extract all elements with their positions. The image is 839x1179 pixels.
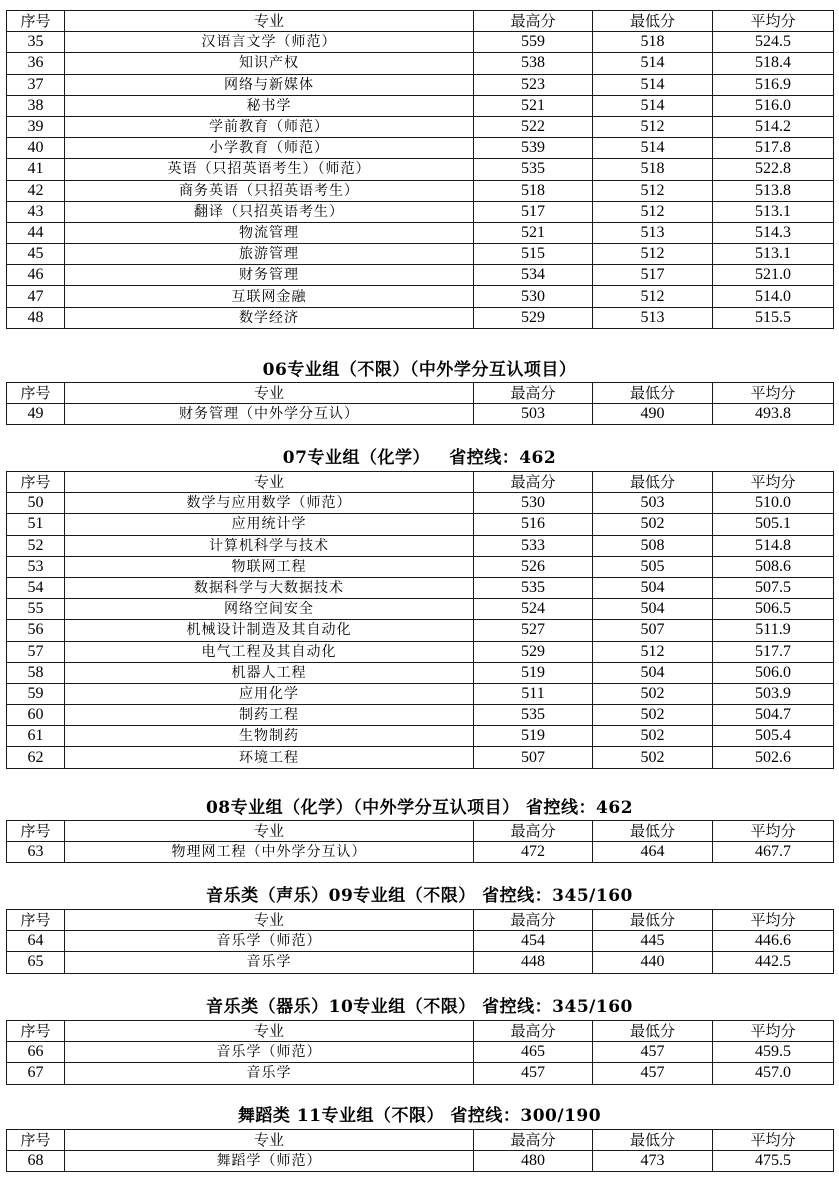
- cell-max-score: 521: [474, 95, 593, 116]
- group-title: 音乐类（器乐）10专业组（不限） 省控线：345/160: [206, 997, 633, 1017]
- cell-major: 财务管理: [65, 265, 474, 286]
- cell-avg-score: 511.9: [713, 620, 834, 641]
- header-major: 专业: [65, 1130, 474, 1151]
- cell-max-score: 457: [474, 1063, 593, 1084]
- header-index: 序号: [7, 910, 65, 931]
- cell-min-score: 517: [593, 265, 713, 286]
- table-row: [7, 1063, 834, 1084]
- group-title: 音乐类（声乐）09专业组（不限） 省控线：345/160: [206, 886, 633, 906]
- score-table: [6, 471, 834, 769]
- table-row: [7, 931, 834, 952]
- cell-avg-score: 507.5: [713, 577, 834, 598]
- cell-min-score: 457: [593, 1042, 713, 1063]
- cell-index: 56: [7, 620, 65, 641]
- table-row: [7, 577, 834, 598]
- cell-index: 59: [7, 683, 65, 704]
- score-table: [6, 382, 834, 425]
- cell-min-score: 512: [593, 641, 713, 662]
- header-index: 序号: [7, 1021, 65, 1042]
- cell-max-score: 519: [474, 662, 593, 683]
- cell-max-score: 519: [474, 726, 593, 747]
- table-row: [7, 620, 834, 641]
- cell-max-score: 524: [474, 599, 593, 620]
- cell-major: 网络空间安全: [65, 599, 474, 620]
- cell-avg-score: 502.6: [713, 747, 834, 768]
- table-header-row: [7, 11, 834, 32]
- header-avg-score: 平均分: [713, 821, 834, 842]
- cell-avg-score: 508.6: [713, 556, 834, 577]
- cell-avg-score: 513.8: [713, 180, 834, 201]
- cell-avg-score: 514.0: [713, 286, 834, 307]
- cell-avg-score: 521.0: [713, 265, 834, 286]
- score-table: [6, 909, 834, 974]
- cell-index: 68: [7, 1151, 65, 1172]
- table-header-row: [7, 1130, 834, 1151]
- cell-min-score: 512: [593, 201, 713, 222]
- cell-min-score: 513: [593, 222, 713, 243]
- cell-min-score: 505: [593, 556, 713, 577]
- score-table: [6, 10, 834, 329]
- cell-avg-score: 517.8: [713, 138, 834, 159]
- cell-max-score: 526: [474, 556, 593, 577]
- table-row: [7, 1042, 834, 1063]
- cell-index: 53: [7, 556, 65, 577]
- cell-index: 55: [7, 599, 65, 620]
- table-row: [7, 95, 834, 116]
- cell-min-score: 508: [593, 535, 713, 556]
- cell-major: 旅游管理: [65, 244, 474, 265]
- header-major: 专业: [65, 11, 474, 32]
- table-row: [7, 726, 834, 747]
- table-row: [7, 705, 834, 726]
- table-row: [7, 952, 834, 973]
- cell-avg-score: 522.8: [713, 159, 834, 180]
- cell-min-score: 512: [593, 116, 713, 137]
- score-table: [6, 1020, 834, 1085]
- cell-major: 知识产权: [65, 53, 474, 74]
- cell-avg-score: 513.1: [713, 201, 834, 222]
- header-avg-score: 平均分: [713, 383, 834, 404]
- cell-major: 应用化学: [65, 683, 474, 704]
- cell-min-score: 445: [593, 931, 713, 952]
- cell-min-score: 514: [593, 53, 713, 74]
- cell-max-score: 527: [474, 620, 593, 641]
- cell-index: 38: [7, 95, 65, 116]
- cell-index: 44: [7, 222, 65, 243]
- cell-major: 汉语言文学（师范）: [65, 32, 474, 53]
- header-avg-score: 平均分: [713, 1130, 834, 1151]
- cell-avg-score: 504.7: [713, 705, 834, 726]
- cell-major: 机器人工程: [65, 662, 474, 683]
- cell-index: 54: [7, 577, 65, 598]
- cell-avg-score: 514.3: [713, 222, 834, 243]
- cell-max-score: 448: [474, 952, 593, 973]
- table-row: [7, 683, 834, 704]
- cell-min-score: 512: [593, 286, 713, 307]
- cell-max-score: 454: [474, 931, 593, 952]
- cell-index: 49: [7, 404, 65, 425]
- cell-major: 数学经济: [65, 307, 474, 328]
- cell-max-score: 530: [474, 286, 593, 307]
- cell-min-score: 514: [593, 95, 713, 116]
- cell-max-score: 559: [474, 32, 593, 53]
- table-row: [7, 404, 834, 425]
- header-min-score: 最低分: [593, 1021, 713, 1042]
- cell-max-score: 472: [474, 842, 593, 863]
- cell-index: 40: [7, 138, 65, 159]
- header-max-score: 最高分: [474, 821, 593, 842]
- cell-major: 计算机科学与技术: [65, 535, 474, 556]
- table-header-row: [7, 910, 834, 931]
- cell-index: 62: [7, 747, 65, 768]
- cell-major: 秘书学: [65, 95, 474, 116]
- cell-max-score: 521: [474, 222, 593, 243]
- cell-index: 37: [7, 74, 65, 95]
- cell-index: 48: [7, 307, 65, 328]
- cell-min-score: 518: [593, 159, 713, 180]
- cell-max-score: 516: [474, 514, 593, 535]
- cell-min-score: 440: [593, 952, 713, 973]
- cell-index: 65: [7, 952, 65, 973]
- cell-max-score: 507: [474, 747, 593, 768]
- cell-avg-score: 514.2: [713, 116, 834, 137]
- header-max-score: 最高分: [474, 11, 593, 32]
- cell-min-score: 502: [593, 683, 713, 704]
- header-avg-score: 平均分: [713, 910, 834, 931]
- group-title: 08专业组（化学）（中外学分互认项目） 省控线：462: [205, 798, 634, 818]
- cell-index: 67: [7, 1063, 65, 1084]
- header-major: 专业: [65, 472, 474, 493]
- cell-major: 物联网工程: [65, 556, 474, 577]
- cell-max-score: 530: [474, 493, 593, 514]
- cell-index: 47: [7, 286, 65, 307]
- cell-major: 环境工程: [65, 747, 474, 768]
- table-header-row: [7, 383, 834, 404]
- cell-max-score: 535: [474, 577, 593, 598]
- cell-avg-score: 524.5: [713, 32, 834, 53]
- cell-index: 64: [7, 931, 65, 952]
- header-avg-score: 平均分: [713, 1021, 834, 1042]
- cell-min-score: 507: [593, 620, 713, 641]
- header-index: 序号: [7, 821, 65, 842]
- table-row: [7, 535, 834, 556]
- table-row: [7, 662, 834, 683]
- cell-major: 翻译（只招英语考生）: [65, 201, 474, 222]
- header-max-score: 最高分: [474, 1130, 593, 1151]
- cell-avg-score: 457.0: [713, 1063, 834, 1084]
- cell-major: 网络与新媒体: [65, 74, 474, 95]
- cell-avg-score: 493.8: [713, 404, 834, 425]
- cell-min-score: 502: [593, 514, 713, 535]
- cell-major: 财务管理（中外学分互认）: [65, 404, 474, 425]
- cell-avg-score: 442.5: [713, 952, 834, 973]
- cell-avg-score: 446.6: [713, 931, 834, 952]
- cell-major: 音乐学（师范）: [65, 931, 474, 952]
- cell-min-score: 473: [593, 1151, 713, 1172]
- cell-major: 英语（只招英语考生）（师范）: [65, 159, 474, 180]
- cell-avg-score: 510.0: [713, 493, 834, 514]
- table-row: [7, 599, 834, 620]
- cell-major: 物流管理: [65, 222, 474, 243]
- table-row: [7, 286, 834, 307]
- table-row: [7, 74, 834, 95]
- cell-avg-score: 516.9: [713, 74, 834, 95]
- cell-major: 生物制药: [65, 726, 474, 747]
- cell-major: 物理网工程（中外学分互认）: [65, 842, 474, 863]
- table-row: [7, 842, 834, 863]
- group-title: 舞蹈类 11专业组（不限） 省控线：300/190: [237, 1106, 602, 1126]
- cell-major: 机械设计制造及其自动化: [65, 620, 474, 641]
- header-max-score: 最高分: [474, 383, 593, 404]
- header-max-score: 最高分: [474, 1021, 593, 1042]
- header-index: 序号: [7, 472, 65, 493]
- cell-max-score: 465: [474, 1042, 593, 1063]
- header-major: 专业: [65, 821, 474, 842]
- cell-avg-score: 459.5: [713, 1042, 834, 1063]
- cell-max-score: 538: [474, 53, 593, 74]
- cell-major: 小学教育（师范）: [65, 138, 474, 159]
- header-max-score: 最高分: [474, 472, 593, 493]
- header-max-score: 最高分: [474, 910, 593, 931]
- table-row: [7, 244, 834, 265]
- cell-index: 52: [7, 535, 65, 556]
- header-min-score: 最低分: [593, 1130, 713, 1151]
- cell-major: 商务英语（只招英语考生）: [65, 180, 474, 201]
- cell-avg-score: 475.5: [713, 1151, 834, 1172]
- table-row: [7, 1151, 834, 1172]
- header-index: 序号: [7, 383, 65, 404]
- header-min-score: 最低分: [593, 821, 713, 842]
- cell-min-score: 514: [593, 74, 713, 95]
- cell-major: 学前教育（师范）: [65, 116, 474, 137]
- header-index: 序号: [7, 11, 65, 32]
- cell-min-score: 504: [593, 577, 713, 598]
- table-header-row: [7, 1021, 834, 1042]
- cell-avg-score: 513.1: [713, 244, 834, 265]
- cell-major: 制药工程: [65, 705, 474, 726]
- cell-min-score: 514: [593, 138, 713, 159]
- cell-max-score: 517: [474, 201, 593, 222]
- cell-max-score: 529: [474, 641, 593, 662]
- cell-min-score: 518: [593, 32, 713, 53]
- table-row: [7, 641, 834, 662]
- cell-major: 音乐学（师范）: [65, 1042, 474, 1063]
- cell-avg-score: 515.5: [713, 307, 834, 328]
- header-min-score: 最低分: [593, 910, 713, 931]
- table-row: [7, 307, 834, 328]
- cell-avg-score: 505.1: [713, 514, 834, 535]
- score-table: [6, 820, 834, 863]
- cell-major: 数据科学与大数据技术: [65, 577, 474, 598]
- cell-index: 42: [7, 180, 65, 201]
- header-min-score: 最低分: [593, 383, 713, 404]
- cell-avg-score: 467.7: [713, 842, 834, 863]
- header-min-score: 最低分: [593, 472, 713, 493]
- table-row: [7, 265, 834, 286]
- table-row: [7, 493, 834, 514]
- cell-max-score: 522: [474, 116, 593, 137]
- cell-min-score: 457: [593, 1063, 713, 1084]
- cell-min-score: 504: [593, 662, 713, 683]
- cell-max-score: 518: [474, 180, 593, 201]
- cell-avg-score: 506.0: [713, 662, 834, 683]
- cell-index: 57: [7, 641, 65, 662]
- cell-index: 39: [7, 116, 65, 137]
- score-table: [6, 1129, 834, 1172]
- cell-avg-score: 505.4: [713, 726, 834, 747]
- cell-index: 43: [7, 201, 65, 222]
- group-title: 07专业组（化学） 省控线：462: [282, 448, 557, 468]
- cell-index: 51: [7, 514, 65, 535]
- cell-max-score: 529: [474, 307, 593, 328]
- cell-max-score: 480: [474, 1151, 593, 1172]
- table-row: [7, 138, 834, 159]
- cell-max-score: 533: [474, 535, 593, 556]
- table-row: [7, 747, 834, 768]
- table-header-row: [7, 472, 834, 493]
- cell-avg-score: 517.7: [713, 641, 834, 662]
- cell-major: 数学与应用数学（师范）: [65, 493, 474, 514]
- group-title: 06专业组（不限）（中外学分互认项目）: [262, 360, 577, 380]
- cell-index: 66: [7, 1042, 65, 1063]
- cell-avg-score: 514.8: [713, 535, 834, 556]
- cell-min-score: 490: [593, 404, 713, 425]
- cell-index: 45: [7, 244, 65, 265]
- table-row: [7, 180, 834, 201]
- cell-major: 电气工程及其自动化: [65, 641, 474, 662]
- cell-max-score: 503: [474, 404, 593, 425]
- cell-max-score: 534: [474, 265, 593, 286]
- cell-avg-score: 516.0: [713, 95, 834, 116]
- cell-index: 60: [7, 705, 65, 726]
- cell-min-score: 502: [593, 747, 713, 768]
- cell-min-score: 512: [593, 244, 713, 265]
- cell-major: 应用统计学: [65, 514, 474, 535]
- cell-min-score: 512: [593, 180, 713, 201]
- cell-avg-score: 506.5: [713, 599, 834, 620]
- table-row: [7, 514, 834, 535]
- cell-max-score: 515: [474, 244, 593, 265]
- cell-index: 35: [7, 32, 65, 53]
- header-major: 专业: [65, 1021, 474, 1042]
- cell-major: 音乐学: [65, 1063, 474, 1084]
- table-row: [7, 222, 834, 243]
- cell-min-score: 464: [593, 842, 713, 863]
- cell-index: 61: [7, 726, 65, 747]
- cell-avg-score: 503.9: [713, 683, 834, 704]
- header-min-score: 最低分: [593, 11, 713, 32]
- cell-max-score: 535: [474, 705, 593, 726]
- cell-index: 46: [7, 265, 65, 286]
- cell-index: 58: [7, 662, 65, 683]
- cell-max-score: 511: [474, 683, 593, 704]
- table-row: [7, 159, 834, 180]
- table-row: [7, 201, 834, 222]
- header-avg-score: 平均分: [713, 11, 834, 32]
- cell-max-score: 535: [474, 159, 593, 180]
- cell-index: 41: [7, 159, 65, 180]
- cell-index: 63: [7, 842, 65, 863]
- table-header-row: [7, 821, 834, 842]
- cell-min-score: 502: [593, 726, 713, 747]
- table-row: [7, 32, 834, 53]
- table-row: [7, 116, 834, 137]
- cell-min-score: 513: [593, 307, 713, 328]
- header-index: 序号: [7, 1130, 65, 1151]
- header-major: 专业: [65, 383, 474, 404]
- cell-major: 互联网金融: [65, 286, 474, 307]
- cell-index: 50: [7, 493, 65, 514]
- cell-min-score: 503: [593, 493, 713, 514]
- header-avg-score: 平均分: [713, 472, 834, 493]
- table-row: [7, 53, 834, 74]
- cell-max-score: 523: [474, 74, 593, 95]
- cell-index: 36: [7, 53, 65, 74]
- cell-major: 音乐学: [65, 952, 474, 973]
- cell-max-score: 539: [474, 138, 593, 159]
- cell-min-score: 502: [593, 705, 713, 726]
- cell-min-score: 504: [593, 599, 713, 620]
- header-major: 专业: [65, 910, 474, 931]
- cell-avg-score: 518.4: [713, 53, 834, 74]
- cell-major: 舞蹈学（师范）: [65, 1151, 474, 1172]
- table-row: [7, 556, 834, 577]
